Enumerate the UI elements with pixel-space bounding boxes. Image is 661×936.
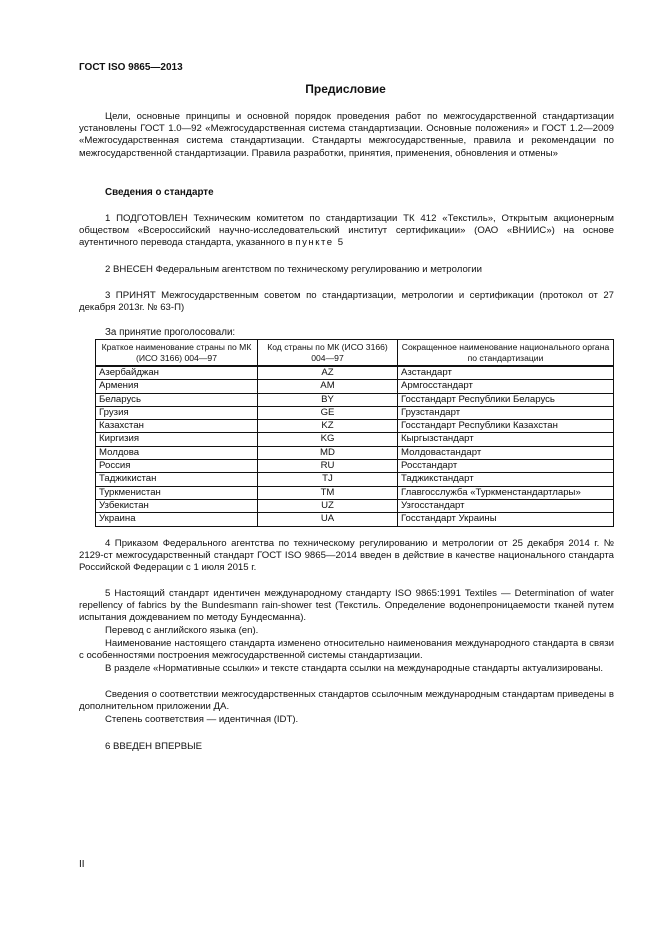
country-name: Киргизия (96, 433, 258, 446)
table-row (96, 366, 614, 380)
standards-body: Таджикстандарт (398, 473, 614, 486)
item-1-text: 1 ПОДГОТОВЛЕН Техническим комитетом по стандартизации ТК 412 «Текстиль», Открытым акционерным обществом «Всероссийский научно-исследовательский институт сертификации» (ОАО «ВНИИС») на основе аутентичного перевода стандарта, указанного в (79, 213, 614, 249)
name-change-text: Наименование настоящего стандарта изменено относительно наименования международного стандарта в связи с особенностями построения межгосударственной системы стандартизации. (79, 638, 614, 662)
item-4-text: 4 Приказом Федерального агентства по техническому регулированию и метрологии от 25 декабря 2014 г. № 2129-ст межгосударственный стандарт ГОСТ ISO 9865—2014 введен в действие в качестве национального стандарта Российской Федерации с 1 июля 2015 г. (79, 538, 614, 574)
standards-body: Главгосслужба «Туркменстандартлары» (398, 486, 614, 499)
table-row (96, 406, 614, 419)
section-title: Сведения о стандарте (105, 187, 214, 198)
countries-table (95, 339, 614, 527)
item-2-paragraph (79, 264, 614, 276)
country-name: Таджикистан (96, 473, 258, 486)
country-name: Молдова (96, 446, 258, 459)
item-5-paragraph (79, 588, 614, 625)
standards-body: Госстандарт Республики Беларусь (398, 393, 614, 406)
table-row (96, 513, 614, 526)
item-3-paragraph (79, 290, 614, 314)
country-code: TM (258, 486, 398, 499)
page-number: II (79, 859, 85, 870)
item-1-paragraph (79, 213, 614, 250)
country-code: UZ (258, 499, 398, 512)
country-code: AZ (258, 366, 398, 380)
country-name: Туркменистан (96, 486, 258, 499)
standards-body: Армгосстандарт (398, 380, 614, 393)
table-header: Сокращенное наименование национального органа по стандартизации (398, 340, 614, 367)
country-code: TJ (258, 473, 398, 486)
item-4-paragraph (79, 538, 614, 575)
country-code: GE (258, 406, 398, 419)
country-name: Украина (96, 513, 258, 526)
item-2-text: 2 ВНЕСЕН Федеральным агентством по техническому регулированию и метрологии (105, 264, 483, 275)
country-name: Казахстан (96, 420, 258, 433)
references-text: В разделе «Нормативные ссылки» и тексте стандарта ссылки на международные стандарты актуализированы. (105, 663, 604, 674)
item-6-paragraph (79, 741, 614, 753)
item-5-text: 5 Настоящий стандарт идентичен международному стандарту ISO 9865:1991 Textiles — Determination of water repellency of fabrics by the Bundesmann rain-shower test (Текстиль. Определение водонепроницаемости тканей путем испытания дождеванием по методу Бундесманна). (79, 588, 614, 624)
document-id: ГОСТ ISO 9865—2013 (79, 62, 183, 73)
item-5-references (79, 663, 614, 675)
item-1-ref: пункте 5 (295, 237, 345, 249)
degree-text: Степень соответствия — идентичная (IDT). (105, 714, 299, 725)
item-3-text: 3 ПРИНЯТ Межгосударственным советом по стандартизации, метрологии и сертификации (протокол от 27 декабря 2013г. № 63-П) (79, 290, 614, 314)
country-name: Азербайджан (96, 366, 258, 380)
table-row (96, 446, 614, 459)
country-name: Беларусь (96, 393, 258, 406)
country-name: Узбекистан (96, 499, 258, 512)
item-5-name-change (79, 638, 614, 662)
country-code: RU (258, 460, 398, 473)
table-row (96, 380, 614, 393)
item-5-degree (79, 714, 614, 726)
standards-body: Азстандарт (398, 366, 614, 380)
table-row (96, 393, 614, 406)
intro-paragraph (79, 111, 614, 160)
table-header: Код страны по МК (ИСО 3166) 004—97 (258, 340, 398, 367)
table-row (96, 420, 614, 433)
intro-text: Цели, основные принципы и основной порядок проведения работ по межгосударственной стандартизации установлены ГОСТ 1.0—92 «Межгосударственная система стандартизации. Основные положения» и ГОСТ 1.2—2009 «Межгосударственная система стандартизации. Стандарты межгосударственные, правила и рекомендации по межгосударственной стандартизации. Правила разработки, принятия, применения, обновления и отмены» (79, 111, 614, 159)
table-row (96, 433, 614, 446)
standards-body: Росстандарт (398, 460, 614, 473)
page-title: Предисловие (305, 82, 386, 96)
standards-body: Грузстандарт (398, 406, 614, 419)
country-name: Армения (96, 380, 258, 393)
country-code: UA (258, 513, 398, 526)
table-row (96, 486, 614, 499)
item-5-translation (79, 625, 614, 637)
table-row (96, 460, 614, 473)
country-code: KG (258, 433, 398, 446)
table-row (96, 473, 614, 486)
table-header-row (96, 340, 614, 367)
vote-label: За принятие проголосовали: (105, 327, 236, 338)
country-name: Грузия (96, 406, 258, 419)
table-row (96, 499, 614, 512)
standards-body: Госстандарт Украины (398, 513, 614, 526)
country-code: AM (258, 380, 398, 393)
country-code: BY (258, 393, 398, 406)
standards-body: Кыргызстандарт (398, 433, 614, 446)
standards-body: Молдовастандарт (398, 446, 614, 459)
translation-text: Перевод с английского языка (en). (105, 625, 259, 636)
country-code: KZ (258, 420, 398, 433)
table-header: Краткое наименование страны по МК (ИСО 3166) 004—97 (96, 340, 258, 367)
standards-body: Госстандарт Республики Казахстан (398, 420, 614, 433)
standards-body: Узгосстандарт (398, 499, 614, 512)
item-5-correspondence (79, 689, 614, 713)
country-code: MD (258, 446, 398, 459)
correspondence-text: Сведения о соответствии межгосударственных стандартов ссылочным международным стандартам приведены в дополнительном приложении ДА. (79, 689, 614, 713)
item-6-text: 6 ВВЕДЕН ВПЕРВЫЕ (105, 741, 203, 752)
country-name: Россия (96, 460, 258, 473)
